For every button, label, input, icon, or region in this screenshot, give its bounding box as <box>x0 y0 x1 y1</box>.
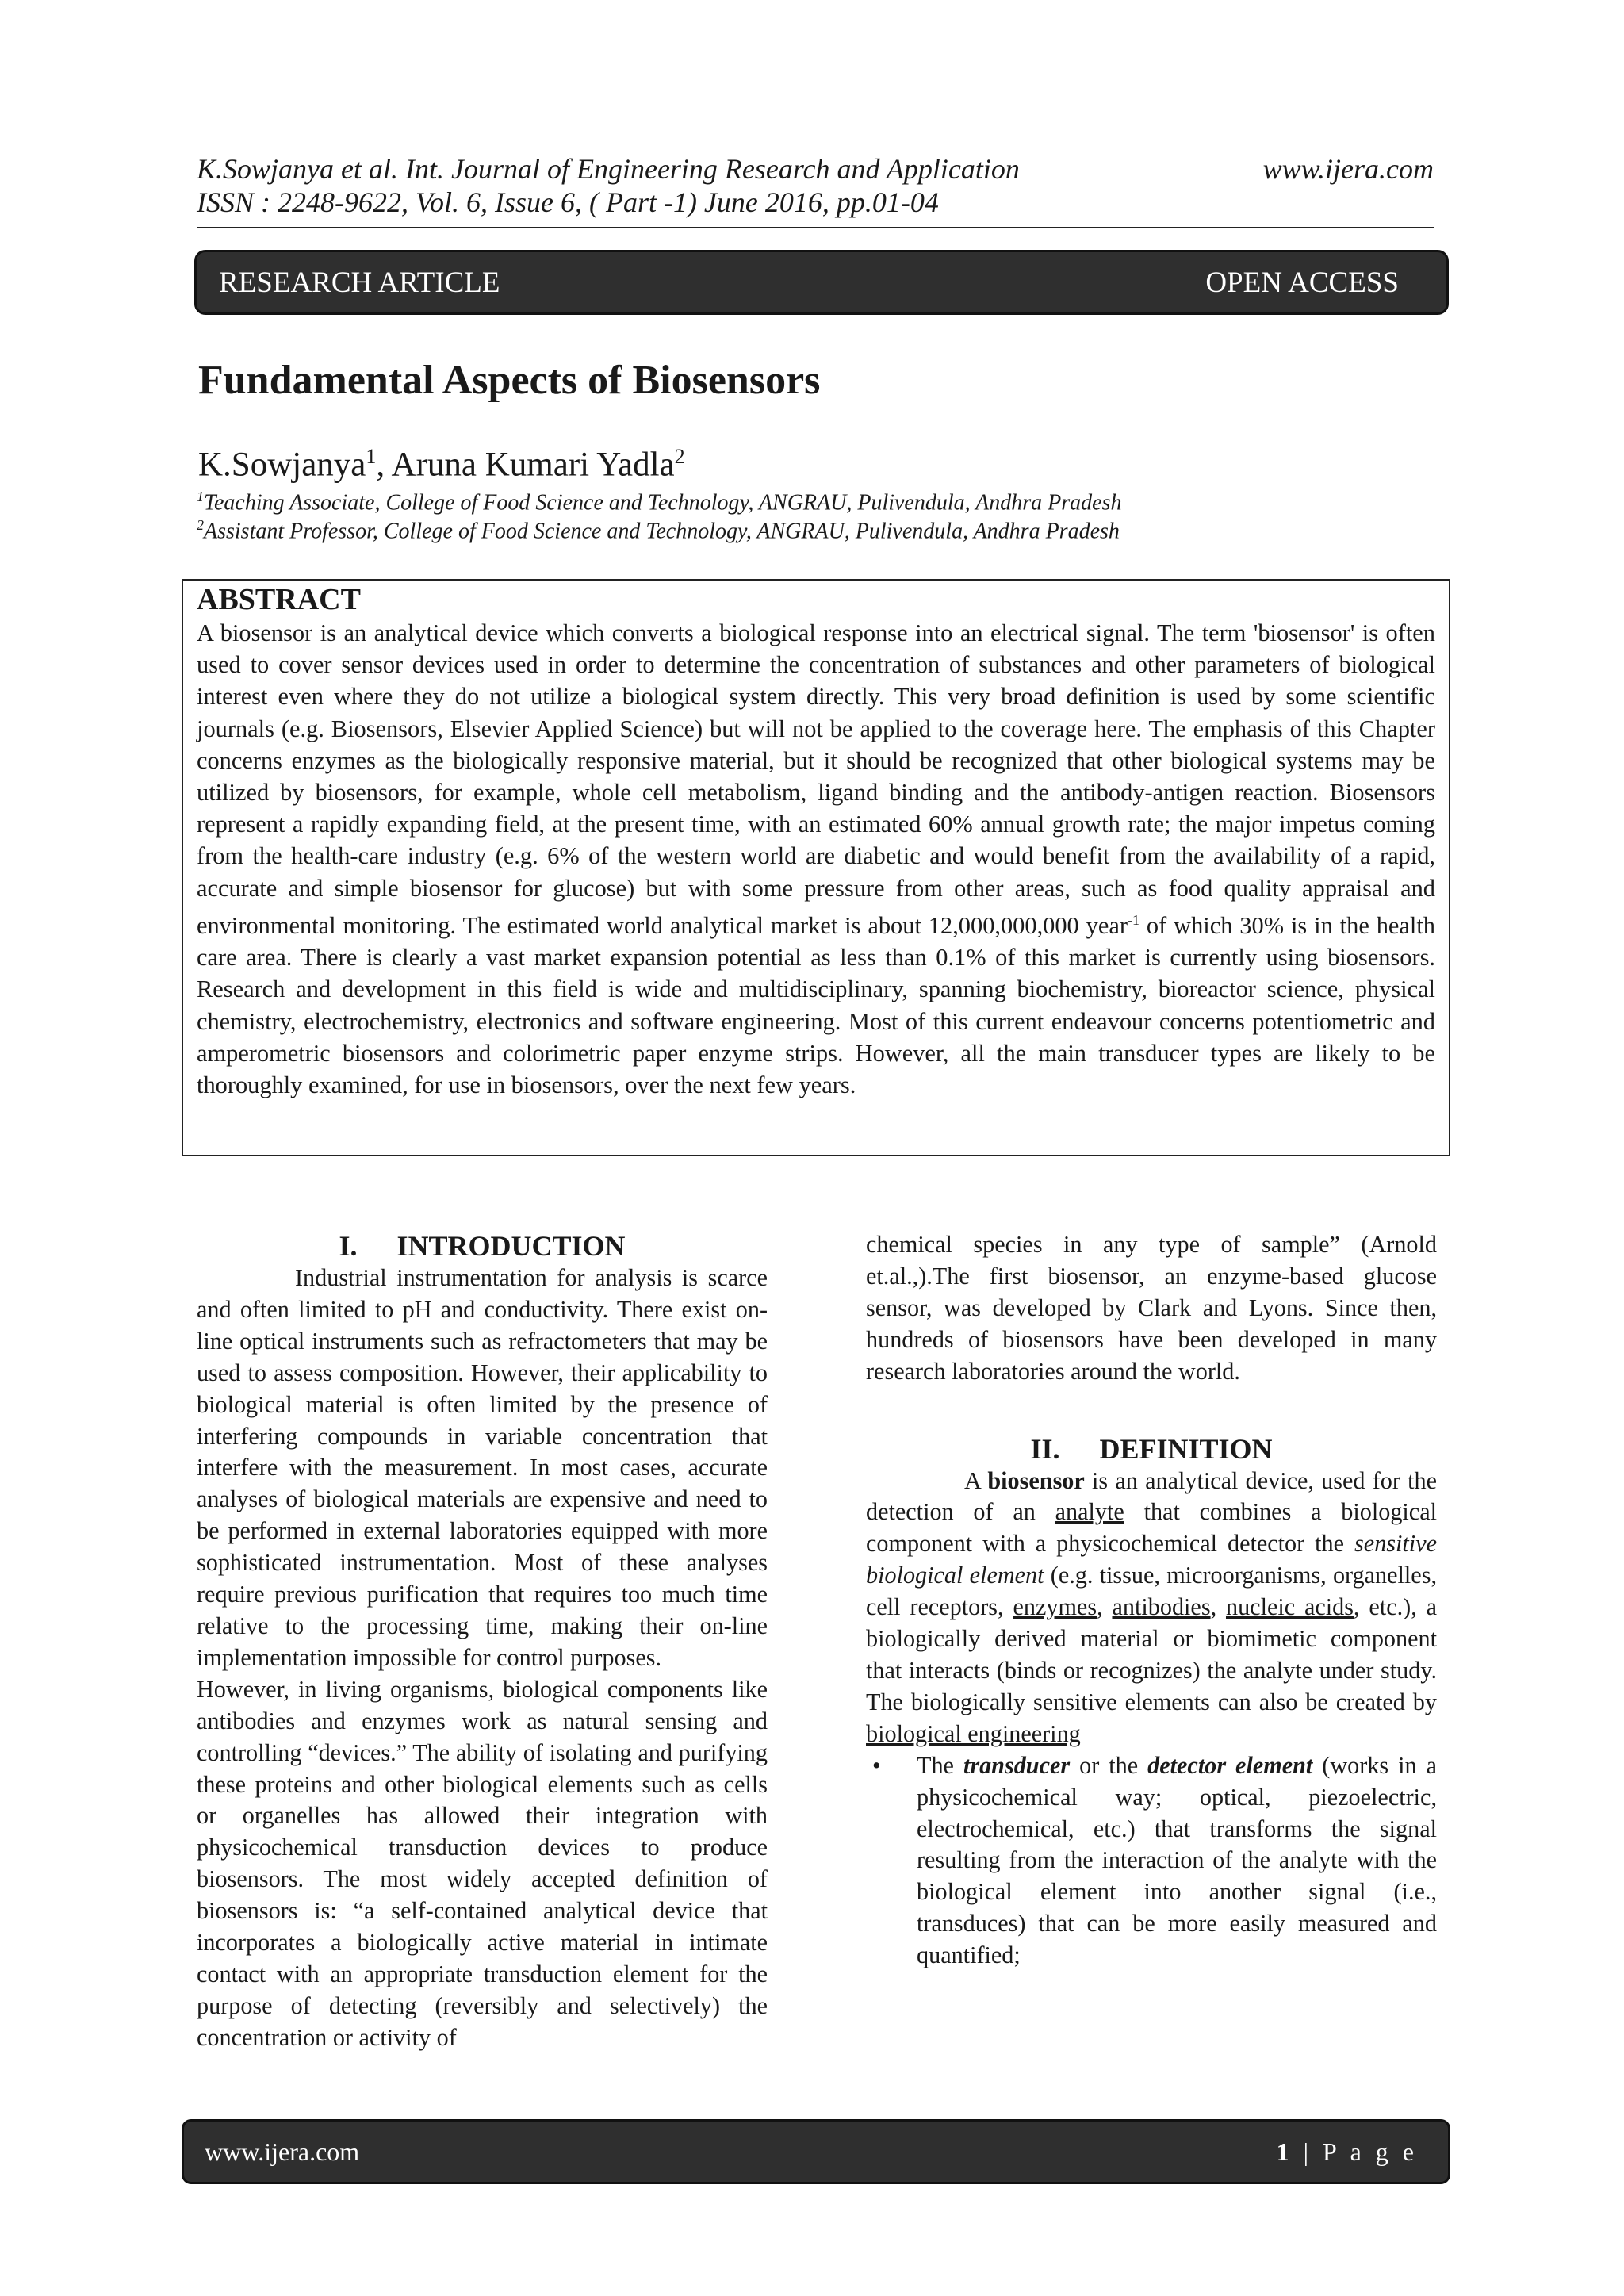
running-header <box>197 152 1434 219</box>
abstract-superscript: -1 <box>1127 911 1139 928</box>
paragraph: However, in living organisms, biological components like antibodies and enzymes work as natural sensing and controlling “devices.” The ability of isolating and purifying these proteins and other biological elements such as cells or organelles has allowed their integration with physicochemical transduction devices to produce biosensors. The most widely accepted definition of biosensors is: “a self-contained analytical device that incorporates a biologically active material in intimate contact with an appropriate transduction element for the purpose of detecting (reversibly and selectively) the concentration or activity of <box>197 1675 768 2051</box>
affiliation-text: Assistant Professor, College of Food Science and Technology, ANGRAU, Pulivendula, Andhra Pradesh <box>204 519 1120 544</box>
section-title: INTRODUCTION <box>396 1230 626 1262</box>
section-heading-introduction <box>197 1229 768 1263</box>
list-item-text <box>917 1750 1437 1972</box>
affiliation-marker: 2 <box>674 445 685 468</box>
affiliation <box>197 511 1120 546</box>
abstract-heading: ABSTRACT <box>197 583 361 616</box>
term-sensitive-element: sensitive biological element <box>866 1530 1437 1589</box>
affiliation-text: Teaching Associate, College of Food Science and Technology, ANGRAU, Pulivendula, Andhra Pradesh <box>204 490 1122 516</box>
page-number-value: 1 <box>1276 2137 1293 2166</box>
text-run: , <box>1097 1593 1113 1621</box>
abstract-text-part: A biosensor is an analytical device which converts a biological response into an electrical signal. The term 'biosensor' is often used to cover sensor devices used in order to determine the concentration of substances and other parameters of biological interest even where they do not utilize a biological system directly. This very broad definition is used by some scientific journals (e.g. Biosensors, Elsevier Applied Science) but will not be applied to the coverage here. The emphasis of this Chapter concerns enzymes as the biologically responsive material, but it should be recognized that other biological systems may be utilized by biosensors, for example, whole cell metabolism, ligand binding and the antibody-antigen reaction. Biosensors represent a rapidly expanding field, at the present time, with an estimated 60% annual growth rate; the major impetus coming from the health-care industry (e.g. 6% of the western world are diabetic and would benefit from the availability of a rapid, accurate and simple biosensor for glucose) but with some pressure from other areas, such as food quality appraisal and environmental monitoring. The estimated world analytical market is about 12,000,000,000 year <box>197 619 1435 939</box>
text-run: (works in a physicochemical way; optical, piezoelectric, electrochemical, etc.) that transforms the signal resulting from the interaction of the analyte with the biological element into another signal (i.e., transduces) that can be more easily measured and quantified; <box>917 1751 1437 1969</box>
journal-website[interactable]: www.ijera.com <box>1262 153 1434 185</box>
text-run: The <box>917 1751 963 1779</box>
open-access-label: OPEN ACCESS <box>1205 266 1399 299</box>
paragraph <box>866 1466 1437 1750</box>
author-list <box>198 435 685 487</box>
page-label: | P a g e <box>1293 2137 1418 2166</box>
section-number: II. <box>1030 1432 1060 1465</box>
footer-website[interactable]: www.ijera.com <box>205 2137 360 2166</box>
link-antibodies[interactable]: antibodies <box>1112 1593 1211 1621</box>
section-number: I. <box>339 1230 358 1262</box>
link-enzymes[interactable]: enzymes <box>1013 1593 1097 1621</box>
text-run: is an analytical device, used for the detection of an <box>866 1466 1438 1526</box>
paragraph: Industrial instrumentation for analysis is scarce and often limited to pH and conductivity. There exist on-line optical instruments such as refractometers that may be used to assess composition. However, their applicability to biological material is often limited by the presence of interfering compounds in variable concentration that interfere with the measurement. In most cases, accurate analyses of biological materials are expensive and need to be performed in external laboratories equipped with more sophisticated instrumentation. Most of these analyses require previous purification that requires too much time relative to the processing time, making their on-line implementation impossible for control purposes. <box>197 1264 768 1671</box>
author-name: K.Sowjanya <box>198 446 366 484</box>
paragraph: chemical species in any type of sample” (Arnold et.al.,).The first biosensor, an enzyme-based glucose sensor, was developed by Clark and Lyons. Since then, hundreds of biosensors have been developed in many research laboratories around the world. <box>866 1231 1437 1385</box>
abstract-text-part: of which 30% is in the health care area. There is clearly a vast market expansion potential as less than 0.1% of this market is currently using biosensors. Research and development in this field is wide and multidisciplinary, spanning biochemistry, bioreactor science, physical chemistry, electrochemistry, electronics and software engineering. Most of this current endeavour concerns potentiometric and amperometric biosensors and colorimetric paper enzyme strips. However, all the main transducer types are likely to be thoroughly examined, for use in biosensors, over the next few years. <box>197 911 1435 1098</box>
affiliation-marker: 1 <box>197 489 204 504</box>
article-type-banner <box>194 250 1449 315</box>
right-column <box>866 1229 1437 1972</box>
author-separator: , <box>376 446 392 484</box>
page-number <box>1277 2137 1418 2167</box>
link-analyte[interactable]: analyte <box>1055 1498 1124 1526</box>
affiliation-marker: 2 <box>197 517 204 533</box>
affiliation-marker: 1 <box>366 445 377 468</box>
journal-citation: K.Sowjanya et al. Int. Journal of Engineering Research and Application <box>197 153 1020 185</box>
term-detector-element: detector element <box>1147 1751 1313 1779</box>
text-run: or the <box>1070 1751 1148 1779</box>
section-spacer <box>866 1388 1437 1432</box>
list-item <box>866 1750 1437 1972</box>
link-nucleic-acids[interactable]: nucleic acids <box>1225 1593 1354 1621</box>
term-transducer: transducer <box>963 1751 1071 1779</box>
author-name: Aruna Kumari Yadla <box>391 446 675 484</box>
text-run: A <box>964 1466 988 1494</box>
term-biosensor: biosensor <box>987 1466 1085 1494</box>
paper-title: Fundamental Aspects of Biosensors <box>198 358 821 403</box>
abstract-text <box>197 617 1435 1101</box>
section-title: DEFINITION <box>1099 1432 1273 1465</box>
issn-issue-line: ISSN : 2248-9622, Vol. 6, Issue 6, ( Part -1) June 2016, pp.01-04 <box>197 186 939 218</box>
article-type-label: RESEARCH ARTICLE <box>219 266 500 299</box>
left-column <box>197 1229 768 2054</box>
text-run: , etc.), a biologically derived material or biomimetic component that interacts (binds or recognizes) the analyte under study. The biologically sensitive elements can also be created by <box>866 1593 1438 1715</box>
text-run: (e.g. tissue, microorganisms, organelles, cell receptors, <box>866 1562 1438 1621</box>
link-biological-engineering[interactable]: biological engineering <box>866 1719 1081 1747</box>
header-divider <box>197 227 1434 228</box>
bullet-icon: • <box>872 1751 881 1779</box>
text-run: , <box>1210 1593 1226 1621</box>
text-run: that combines a biological component with a physicochemical detector the <box>866 1498 1437 1558</box>
section-heading-definition <box>866 1432 1437 1466</box>
page-footer <box>182 2119 1450 2184</box>
